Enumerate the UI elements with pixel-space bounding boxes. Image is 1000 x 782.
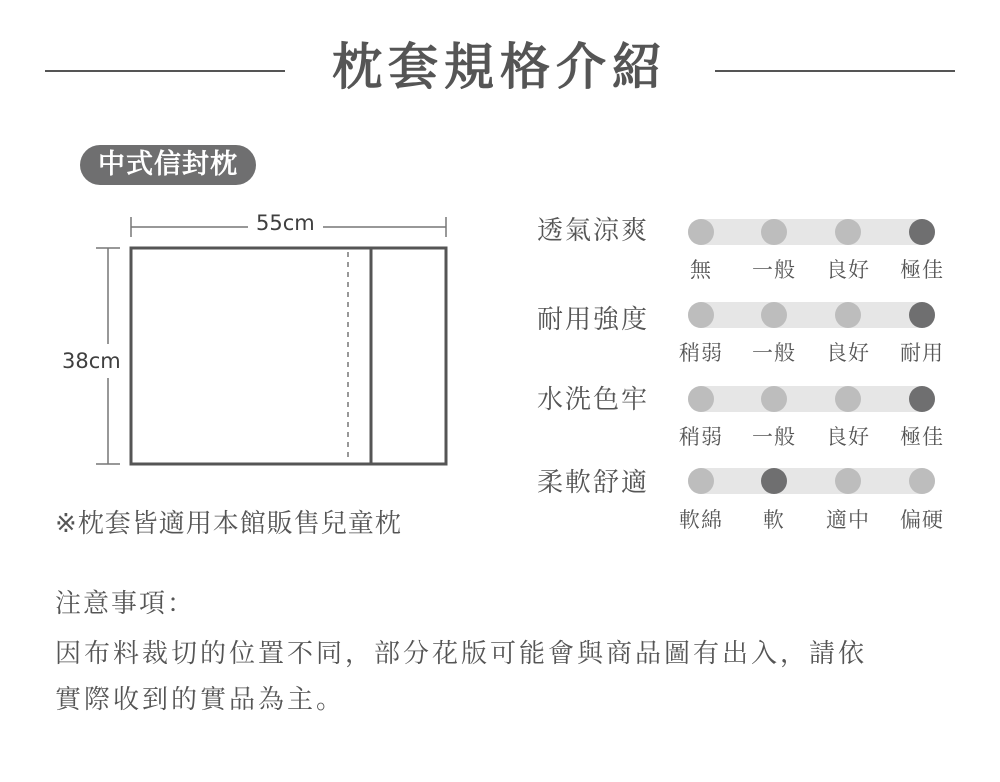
scale-label: 軟綿 xyxy=(679,508,723,532)
notice-text-line-1: 因布料裁切的位置不同，部分花版可能會與商品圖有出入，請依 xyxy=(55,639,868,669)
scale-label: 一般 xyxy=(752,341,796,365)
rating-label: 水洗色牢 xyxy=(537,385,650,415)
scale-label: 適中 xyxy=(826,508,870,532)
rating-label: 透氣涼爽 xyxy=(537,216,650,246)
rating-label: 柔軟舒適 xyxy=(537,468,650,498)
scale-label: 耐用 xyxy=(900,341,944,365)
scale-label: 一般 xyxy=(752,425,796,449)
rating-label: 耐用強度 xyxy=(537,305,650,335)
rating-dot xyxy=(688,386,714,412)
rating-dot xyxy=(761,386,787,412)
rating-dot-selected xyxy=(909,386,935,412)
rating-dot xyxy=(835,219,861,245)
rating-track xyxy=(688,468,935,494)
scale-label: 稍弱 xyxy=(679,425,723,449)
pillow-type-badge: 中式信封枕 xyxy=(80,145,256,185)
rating-dot xyxy=(835,302,861,328)
pillow-compat-note: ※枕套皆適用本館販售兒童枕 xyxy=(55,509,402,539)
scale-label: 良好 xyxy=(826,425,870,449)
notice-title: 注意事項： xyxy=(55,589,196,619)
notice-text-line-2: 實際收到的實品為主。 xyxy=(55,685,346,715)
rating-track xyxy=(688,219,935,245)
rating-track xyxy=(688,302,935,328)
rating-dot xyxy=(688,302,714,328)
scale-label: 良好 xyxy=(826,258,870,282)
page-title: 枕套規格介紹 xyxy=(332,38,668,96)
pillowcase-outline xyxy=(131,248,446,464)
rating-dot xyxy=(688,219,714,245)
scale-label: 極佳 xyxy=(900,258,944,282)
rating-dot xyxy=(909,468,935,494)
rating-dot xyxy=(835,468,861,494)
rating-dot-selected xyxy=(761,468,787,494)
rating-track xyxy=(688,386,935,412)
scale-label: 一般 xyxy=(752,258,796,282)
scale-label: 良好 xyxy=(826,341,870,365)
rating-dot xyxy=(761,302,787,328)
rating-dot-selected xyxy=(909,219,935,245)
width-label: 55cm xyxy=(248,210,323,236)
scale-label: 稍弱 xyxy=(679,341,723,365)
rating-dot-selected xyxy=(909,302,935,328)
rating-dot xyxy=(835,386,861,412)
rating-dot xyxy=(688,468,714,494)
scale-label: 軟 xyxy=(763,508,785,532)
scale-label: 偏硬 xyxy=(900,508,944,532)
scale-label: 無 xyxy=(690,258,712,282)
rating-dot xyxy=(761,219,787,245)
scale-label: 極佳 xyxy=(900,425,944,449)
height-label: 38cm xyxy=(62,344,121,378)
